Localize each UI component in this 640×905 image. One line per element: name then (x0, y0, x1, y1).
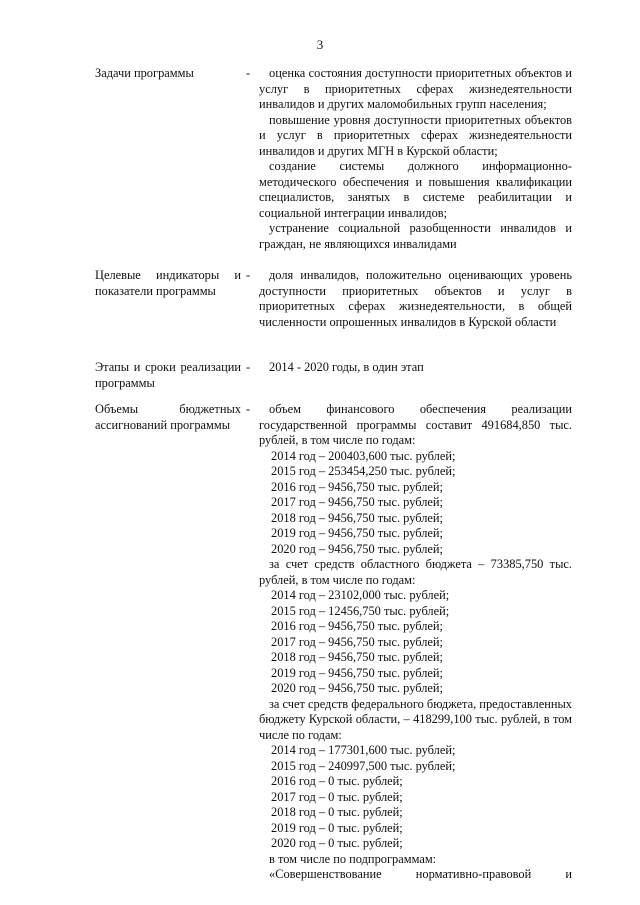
stages-content (259, 360, 572, 376)
stages-label: Этапы и сроки реализации программы (95, 360, 241, 390)
year-line: 2020 год – 9456,750 тыс. рублей; (271, 541, 443, 556)
year-line: 2017 год – 9456,750 тыс. рублей; (271, 634, 443, 649)
federal-intro: за счет средств федерального бюджета, предоставленных бюджету Курской области, – 418299,100 тыс. рублей, в том числе по годам: (259, 696, 572, 742)
subprogram-line: «Совершенствование нормативно-правовой и (269, 867, 572, 881)
budget-content (259, 402, 572, 883)
tasks-content (259, 66, 572, 252)
year-line: 2020 год – 0 тыс. рублей; (271, 836, 403, 850)
stages-dash: - (246, 360, 251, 374)
page-number: 3 (316, 37, 324, 52)
budget-intro: объем финансового обеспечения реализации государственной программы составит 491684,850 тыс. рублей, в том числе по годам: (259, 402, 572, 447)
year-line: 2014 год – 177301,600 тыс. рублей; (271, 743, 456, 757)
total-years-list (259, 449, 572, 558)
indicators-label: Целевые индикаторы и показатели программы (95, 268, 241, 298)
year-line: 2019 год – 9456,750 тыс. рублей; (271, 526, 443, 540)
tasks-paragraph: создание системы должного информационно-методического обеспечения и повышения квалификации специалистов, занятых в системе реабилитации и социальной интеграции инвалидов; (259, 159, 572, 220)
year-line: 2016 год – 0 тыс. рублей; (271, 774, 403, 788)
year-line: 2015 год – 240997,500 тыс. рублей; (271, 758, 456, 773)
year-line: 2019 год – 9456,750 тыс. рублей; (271, 665, 443, 680)
year-line: 2016 год – 9456,750 тыс. рублей; (271, 619, 443, 633)
indicators-content (259, 268, 572, 330)
indicators-dash: - (246, 268, 251, 282)
year-line: 2020 год – 9456,750 тыс. рублей; (271, 681, 443, 695)
indicators-paragraph: доля инвалидов, положительно оценивающих уровень доступности приоритетных объектов и услуг в приоритетных сферах жизнедеятельности, в общей численности опрошенных инвалидов в Курской области (259, 268, 572, 329)
year-line: 2015 год – 253454,250 тыс. рублей; (271, 464, 456, 478)
budget-label: Объемы бюджетных ассигнований программы (95, 402, 241, 432)
year-line: 2017 год – 9456,750 тыс. рублей; (271, 495, 443, 509)
tasks-label: Задачи программы (95, 66, 194, 80)
tasks-paragraph: повышение уровня доступности приоритетных объектов и услуг в приоритетных сферах жизнедеятельности инвалидов и других МГН в Курской области; (259, 112, 572, 158)
subprograms-intro: в том числе по подпрограммам: (269, 851, 437, 866)
year-line: 2017 год – 0 тыс. рублей; (271, 789, 403, 804)
year-line: 2018 год – 0 тыс. рублей; (271, 805, 403, 819)
regional-intro: за счет средств областного бюджета – 73385,750 тыс. рублей, в том числе по годам: (259, 557, 572, 587)
year-line: 2016 год – 9456,750 тыс. рублей; (271, 479, 443, 494)
stages-paragraph: 2014 - 2020 годы, в один этап (269, 360, 424, 374)
year-line: 2015 год – 12456,750 тыс. рублей; (271, 603, 450, 618)
tasks-paragraph: оценка состояния доступности приоритетных объектов и услуг в приоритетных сферах жизнедеятельности инвалидов и других маломобильных групп населения; (259, 66, 572, 111)
year-line: 2018 год – 9456,750 тыс. рублей; (271, 650, 443, 664)
year-line: 2019 год – 0 тыс. рублей; (271, 820, 403, 835)
regional-years-list (259, 588, 572, 697)
tasks-dash: - (246, 66, 251, 80)
year-line: 2018 год – 9456,750 тыс. рублей; (271, 510, 443, 525)
federal-years-list (259, 743, 572, 852)
year-line: 2014 год – 200403,600 тыс. рублей; (271, 448, 456, 463)
tasks-paragraph: устранение социальной разобщенности инвалидов и граждан, не являющихся инвалидами (259, 221, 572, 251)
budget-dash: - (246, 402, 251, 416)
year-line: 2014 год – 23102,000 тыс. рублей; (271, 588, 450, 602)
